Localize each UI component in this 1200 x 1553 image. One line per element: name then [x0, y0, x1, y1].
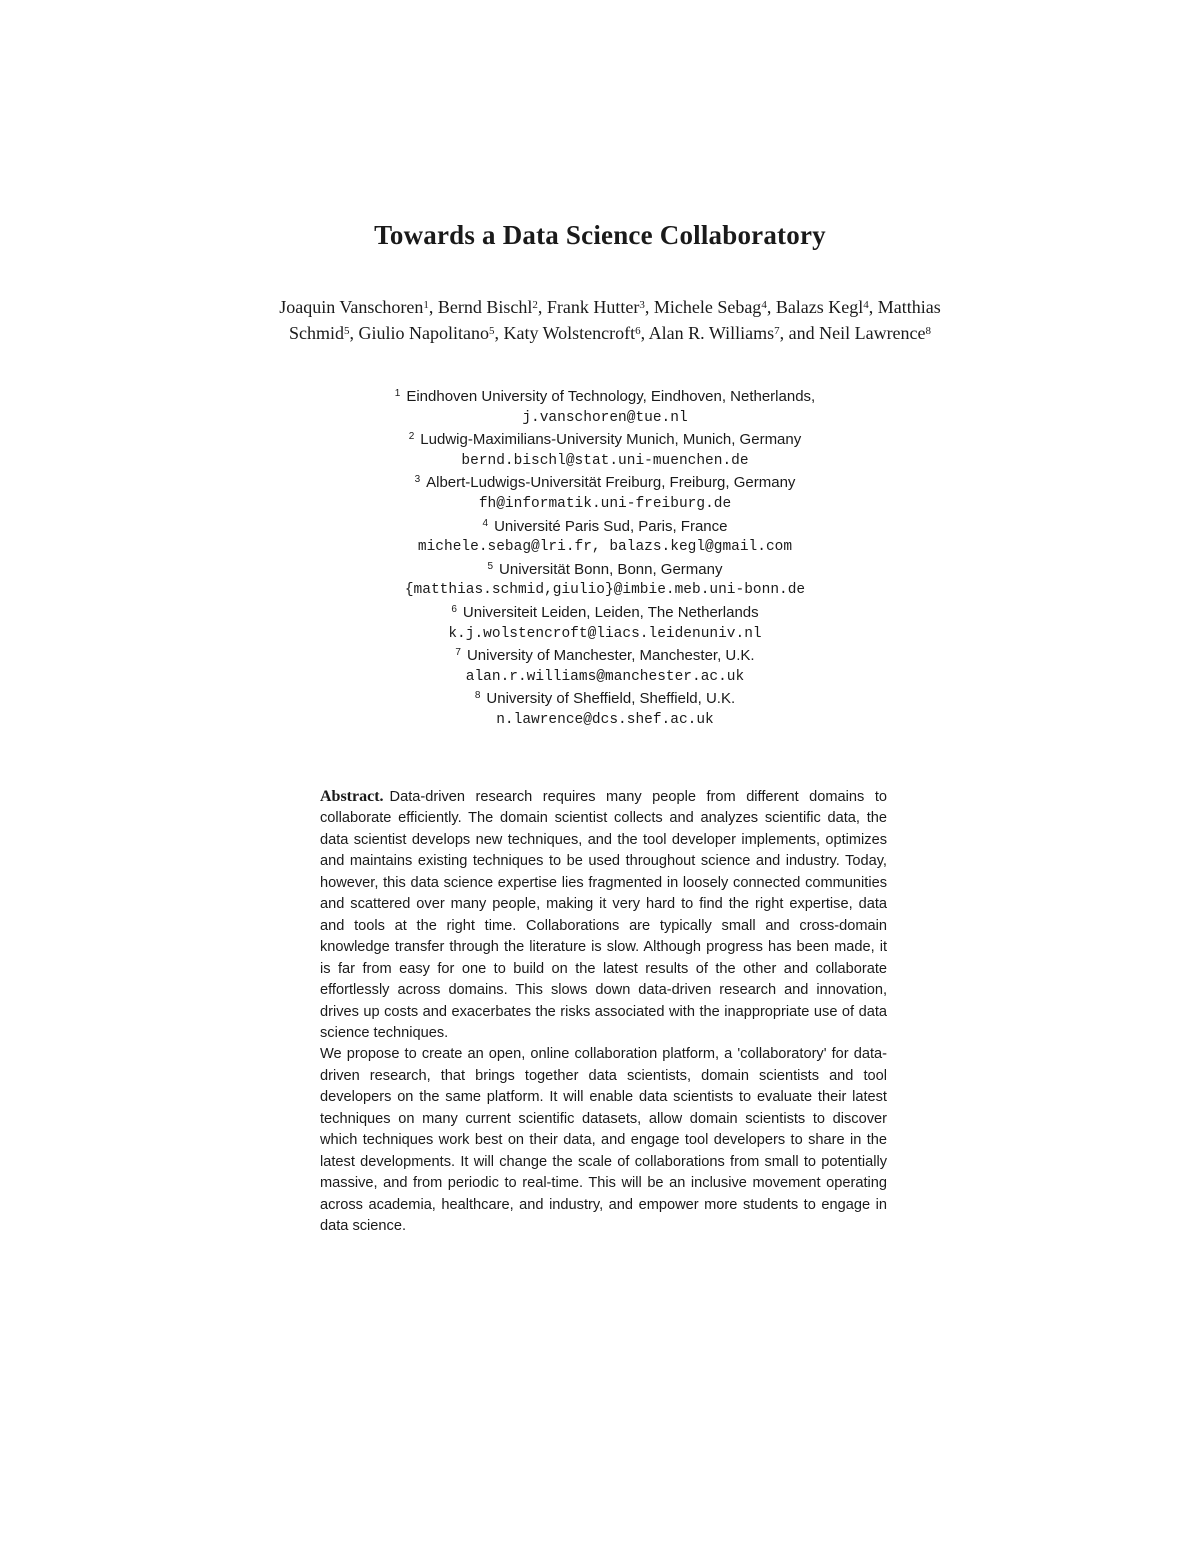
affiliation-email: n.lawrence@dcs.shef.ac.uk — [496, 711, 714, 728]
abstract-paragraph — [320, 786, 887, 1044]
affiliation-email: {matthias.schmid,giulio}@imbie.meb.uni-bonn.de — [404, 582, 806, 599]
author-affiliation-marker: 6 — [635, 325, 641, 337]
affiliation-number: 7 — [455, 647, 461, 659]
affiliation-number: 4 — [482, 517, 489, 529]
affiliation-name: $^3$ Albert-Ludwigs-Universität Freiburg, Freiburg, Germany — [414, 474, 796, 492]
author: Joaquin Vanschoren$^1$, — [279, 297, 438, 317]
affiliation-name: $^2$ Ludwig-Maximilians-University Munich, Munich, Germany — [408, 431, 802, 449]
affiliation-name: $^8$ University of Sheffield, Sheffield, U.K. — [474, 690, 736, 708]
author: Michele Sebag$^4$, — [653, 297, 776, 317]
abstract-text: Data-driven research requires many people from different domains to collaborate efficiently. The domain scientist collects and analyzes scientific data, the data scientist develops new techniques, and the tool developer implements, optimizes and maintains existing techniques to be used throughout science and industry. Today, however, this data science expertise lies fragmented in loosely connected communities and scattered over many people, making it very hard to find the right expertise, data and tools at the right time. Collaborations are typically small and cross-domain knowledge transfer through the literature is slow. Although progress has been made, it is far from easy for one to build on the latest results of the other and collaborate effortlessly across domains. This slows down data-driven research and innovation, drives up costs and exacerbates the risks associated with the inappropriate use of data science techniques. — [320, 789, 887, 1041]
author: Matthias Schmid$^5$, — [288, 297, 941, 343]
affiliation-email: k.j.wolstencroft@liacs.leidenuniv.nl — [448, 625, 762, 642]
affiliation-number: 6 — [451, 603, 457, 615]
abstract — [320, 786, 887, 1238]
author: Frank Hutter$^3$, — [546, 297, 654, 317]
author: Bernd Bischl$^2$, — [437, 297, 547, 317]
affiliation-email: j.vanschoren@tue.nl — [522, 409, 688, 426]
author-affiliation-marker: 1 — [423, 299, 429, 311]
abstract-paragraph: We propose to create an open, online collaboration platform, a 'collaboratory' for data-driven research, that brings together data scientists, domain scientists and tool developers on the same platform. It will enable data scientists to evaluate their latest techniques on many current scientific datasets, allow domain scientists to discover which techniques work best on their data, and engage tool developers to share in the latest developments. It will change the scale of collaborations from small to potentially massive, and from periodic to real-time. This will be an inclusive movement operating across academia, healthcare, and industry, and empower more students to engage in data science. — [320, 1046, 887, 1235]
author-affiliation-marker: 8 — [925, 325, 932, 337]
author-affiliation-marker: 4 — [863, 299, 869, 311]
affiliation-name: $^5$ Universität Bonn, Bonn, Germany — [487, 560, 723, 578]
author: Katy Wolstencroft$^6$, — [503, 323, 649, 343]
paper-title: Towards a Data Science Collaboratory — [374, 220, 826, 250]
affiliation-number: 3 — [414, 474, 421, 486]
author-affiliation-marker: 5 — [343, 325, 350, 337]
affiliation-number: 1 — [394, 388, 401, 399]
author-affiliation-marker: 2 — [532, 299, 538, 311]
affiliation-number: 8 — [474, 690, 481, 702]
author: Giulio Napolitano$^5$, — [358, 323, 504, 343]
author: Alan R. Williams$^7$, and — [648, 323, 820, 343]
author-affiliation-marker: 5 — [488, 325, 495, 337]
affiliation-email: bernd.bischl@stat.uni-muenchen.de — [461, 452, 749, 469]
affiliation-name: $^4$ Université Paris Sud, Paris, France — [482, 517, 728, 535]
author: Neil Lawrence$^8$ — [819, 323, 932, 343]
author: Balazs Kegl$^4$, — [775, 297, 878, 317]
affiliation-name: $^6$ Universiteit Leiden, Leiden, The Netherlands — [451, 603, 759, 621]
affiliation-email: alan.r.williams@manchester.ac.uk — [465, 668, 745, 685]
author-affiliation-marker: 7 — [774, 325, 780, 337]
author-list — [270, 294, 950, 346]
abstract-label: Abstract. — [320, 788, 384, 805]
affiliation-name: $^1$ Eindhoven University of Technology, Eindhoven, Netherlands, — [394, 388, 816, 405]
affiliation-number: 5 — [487, 560, 494, 572]
author-affiliation-marker: 3 — [639, 299, 645, 311]
author-affiliation-marker: 4 — [761, 299, 767, 311]
affiliation-list — [250, 386, 960, 732]
affiliation-name: $^7$ University of Manchester, Manchester, U.K. — [455, 647, 755, 665]
affiliation-email: fh@informatik.uni-freiburg.de — [478, 495, 732, 512]
affiliation-number: 2 — [408, 431, 415, 443]
affiliation-email: michele.sebag@lri.fr, balazs.kegl@gmail.com — [417, 539, 793, 556]
